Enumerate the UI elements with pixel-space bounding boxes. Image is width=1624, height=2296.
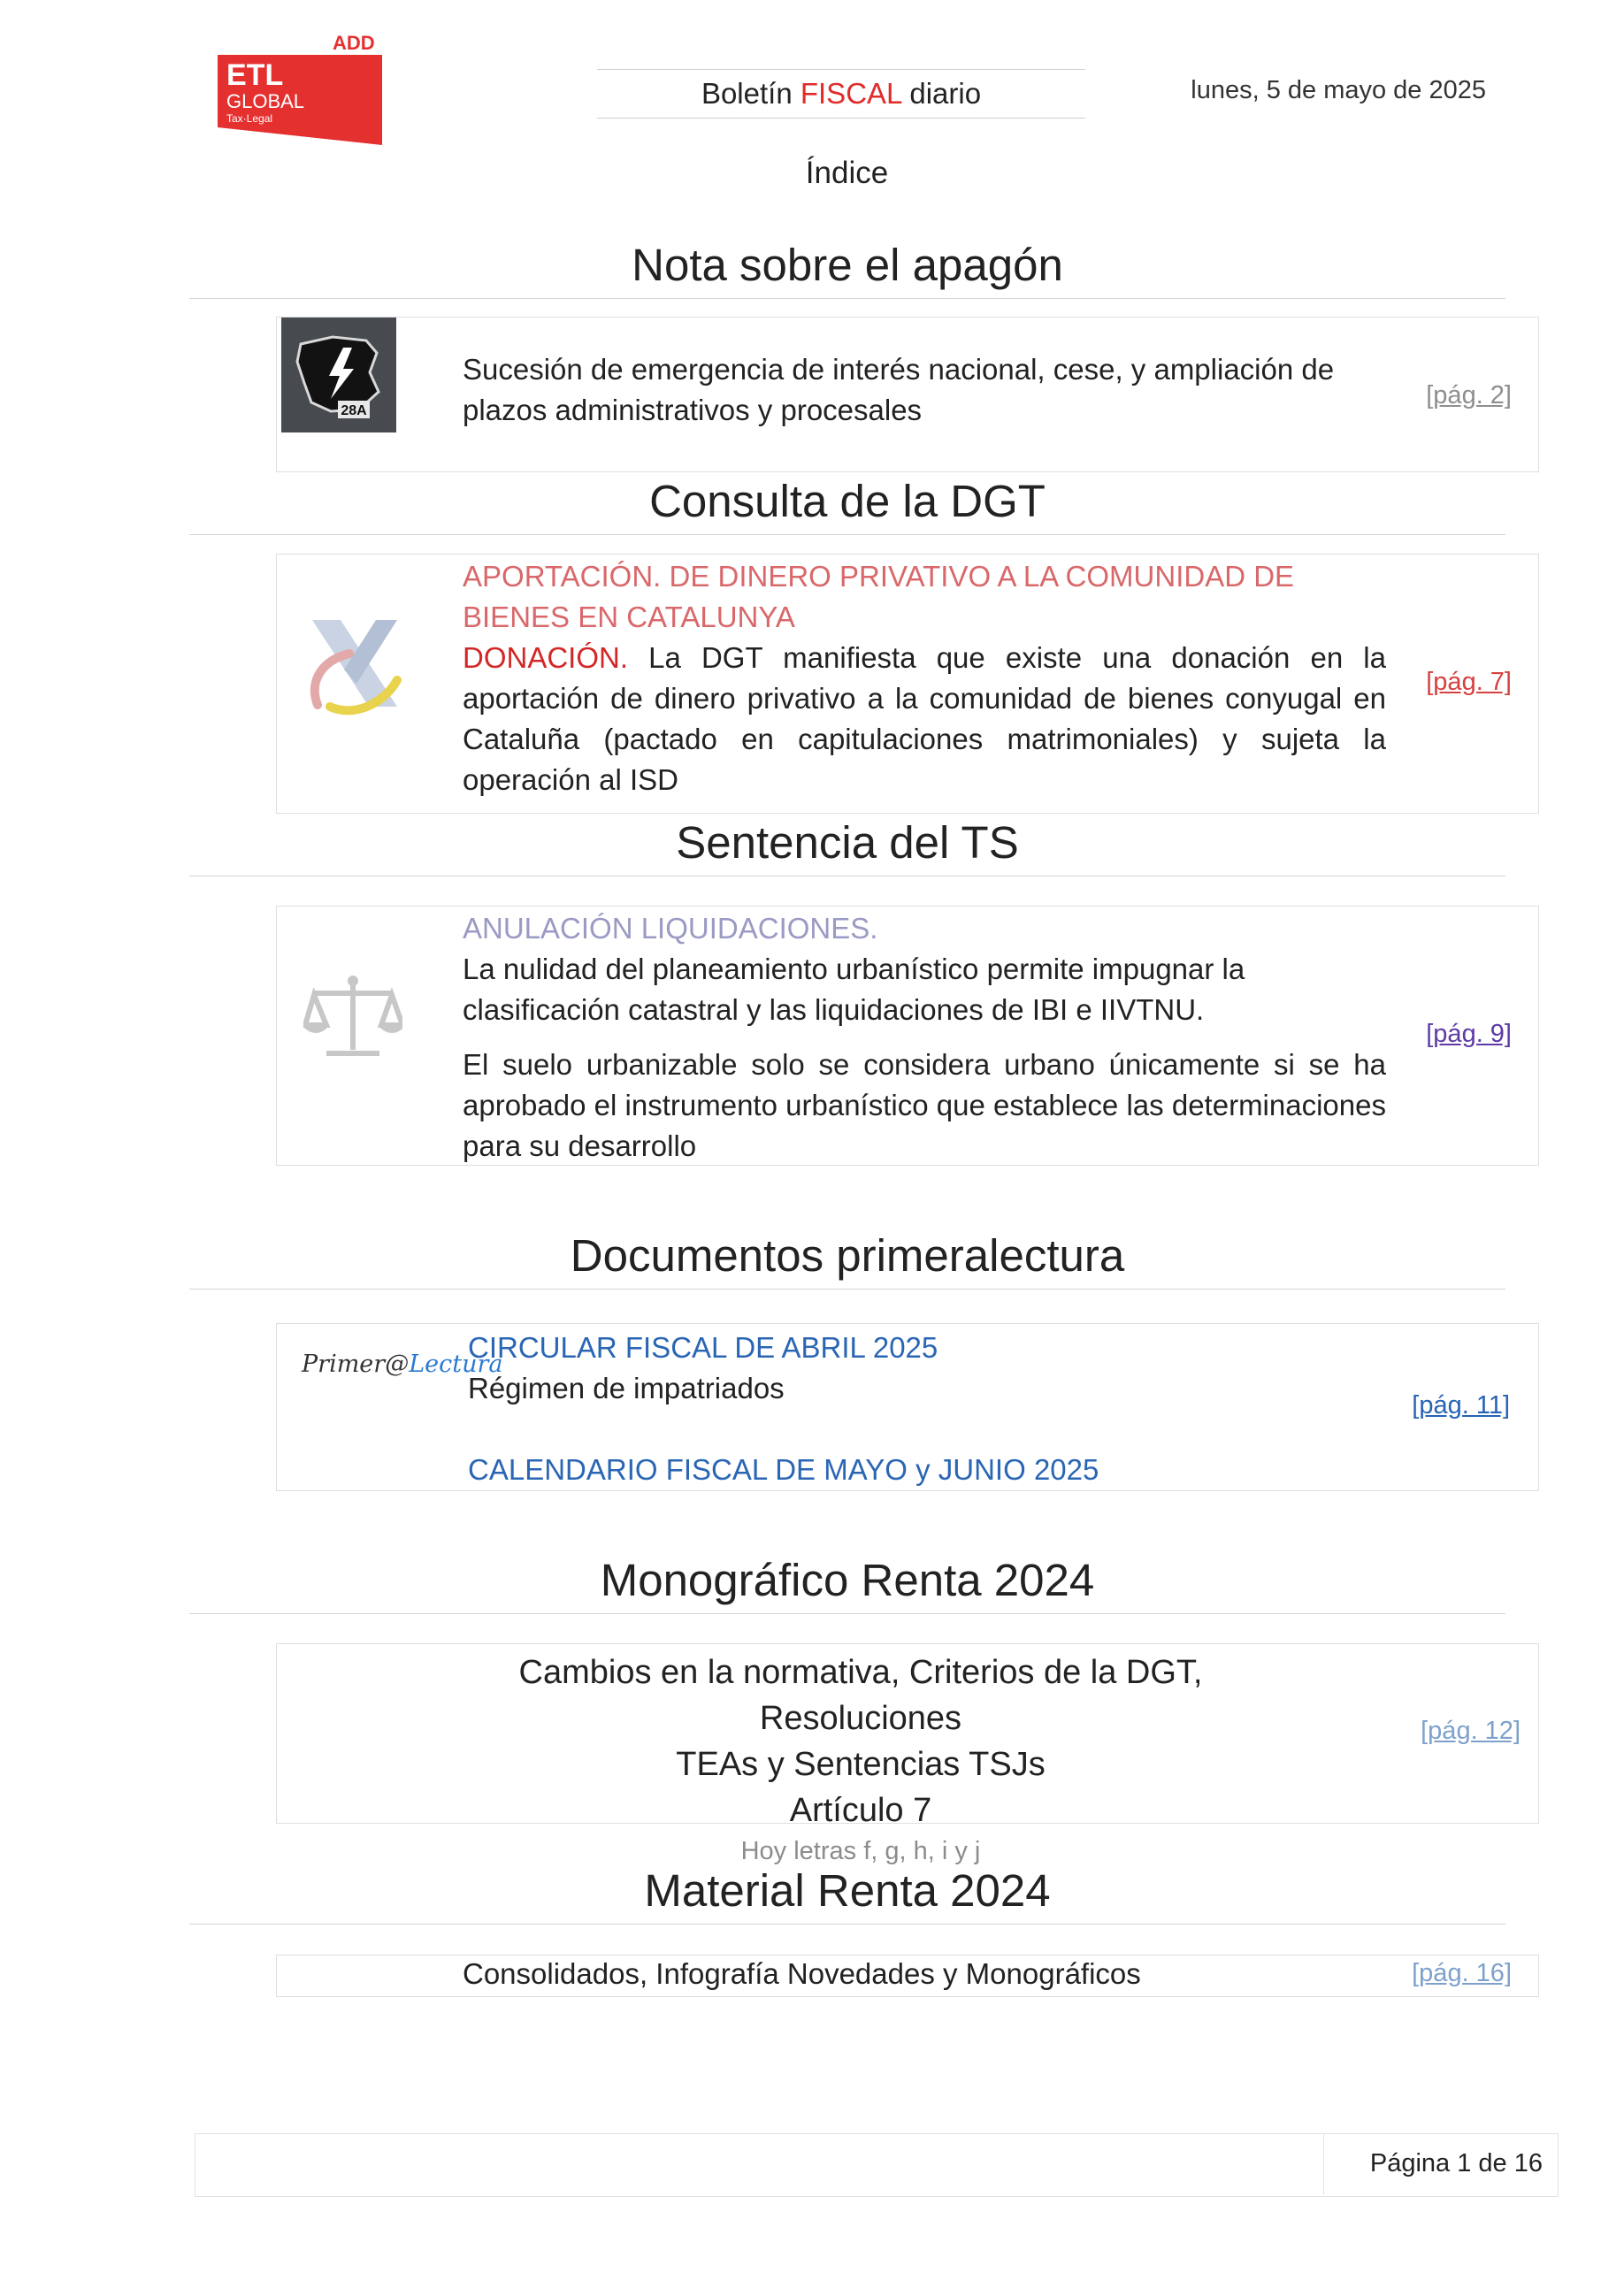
page-link-7[interactable]: [pág. 7] [1426,668,1512,696]
section-title-apagon: Nota sobre el apagón [632,240,1063,290]
bulletin-date: lunes, 5 de mayo de 2025 [1191,76,1486,104]
entry-text [468,1328,1352,1490]
entry-heading: APORTACIÓN. DE DINERO PRIVATIVO A LA COMUNIDAD DE BIENES EN CATALUNYA [463,560,1295,633]
icon-badge-text: 28A [341,403,367,418]
logo-primer-text: Primer@ [302,1351,410,1378]
page-number: Página 1 de 16 [1369,2149,1543,2177]
page-link-16[interactable]: [pág. 16] [1412,1959,1512,1987]
section-title-material: Material Renta 2024 [644,1865,1051,1916]
index-entry-dgt[interactable] [276,554,1539,814]
entry-body: La nulidad del planeamiento urbanístico permite impugnar la clasificación catastral y las liquidaciones de IBI e IIVTNU. [463,953,1245,1026]
section-divider [189,1924,1505,1925]
title-accent: FISCAL [800,77,902,110]
entry-body-text: La DGT manifiesta que existe una donación en la aportación de dinero privativo a la comunidad de bienes conyugal en Cataluña (pactado en capitulaciones matrimoniales) y sujeta la operación al ISD [463,641,1386,796]
title-prefix: Boletín [701,77,801,110]
entry-text [418,1649,1303,1869]
section-divider [189,1613,1505,1614]
bulletin-title [597,69,1085,119]
logo-taxlegal-text: Tax·Legal [226,112,273,125]
entry-body [463,638,1386,800]
section-title-primeralectura: Documentos primeralectura [570,1230,1125,1281]
entry-heading: ANULACIÓN LIQUIDACIONES. [463,912,878,945]
section-divider [189,534,1505,535]
logo-etl-text: ETL [226,58,284,92]
entry-line: Artículo 7 [789,1792,932,1829]
index-entry-apagon[interactable] [276,317,1539,472]
index-title: Índice [805,156,889,190]
entry-subtitle: Régimen de impatriados [468,1372,785,1404]
entry-line: Sucesión de emergencia de interés nacional, cese, y ampliación de [463,353,1335,386]
agencia-tributaria-logo-icon [295,608,410,723]
page-link-9[interactable]: [pág. 9] [1426,1020,1512,1048]
entry-subline: Hoy letras f, g, h, i y j [740,1837,981,1865]
section-title-monografico: Monográfico Renta 2024 [600,1555,1095,1605]
power-outage-map-icon [281,318,396,432]
entry-text [463,908,1386,1167]
page-link-11[interactable]: [pág. 11] [1412,1391,1510,1420]
entry-keyword: DONACIÓN. [463,641,629,674]
scales-of-justice-icon [303,968,402,1068]
logo-add-text: ADD [333,32,375,54]
section-title-ts: Sentencia del TS [676,817,1019,868]
index-entry-primeralectura[interactable] [276,1323,1539,1491]
section-title-dgt: Consulta de la DGT [649,476,1046,526]
section-divider [189,298,1505,299]
entry-line: Consolidados, Infografía Novedades y Monográficos [463,1957,1141,1990]
entry-line: plazos administrativos y procesales [463,394,923,426]
logo-lectura-text: Lectura [409,1351,503,1378]
entry-text [463,556,1386,800]
entry-text [463,349,1347,431]
etl-global-logo [209,30,382,145]
entry-line: TEAs y Sentencias TSJs [676,1746,1046,1783]
entry-line: Cambios en la normativa, Criterios de la DGT, Resoluciones [518,1654,1203,1737]
entry-heading: CALENDARIO FISCAL DE MAYO y JUNIO 2025 [468,1453,1099,1486]
entry-text [463,1954,1347,1994]
index-entry-material[interactable] [276,1955,1539,1997]
section-divider [189,1289,1505,1290]
title-suffix: diario [901,77,982,110]
primeralectura-logo [302,1351,503,1386]
page-link-2[interactable]: [pág. 2] [1426,381,1512,409]
footer-divider [1323,2133,1324,2195]
page-link-12[interactable]: [pág. 12] [1421,1717,1521,1745]
entry-heading: CIRCULAR FISCAL DE ABRIL 2025 [468,1331,938,1364]
index-entry-ts[interactable] [276,906,1539,1166]
logo-global-text: GLOBAL [226,90,305,112]
entry-body: El suelo urbanizable solo se considera urbano únicamente si se ha aprobado el instrumento urbanístico que establece las determinaciones para su desarrollo [463,1048,1386,1162]
index-entry-monografico[interactable] [276,1643,1539,1865]
